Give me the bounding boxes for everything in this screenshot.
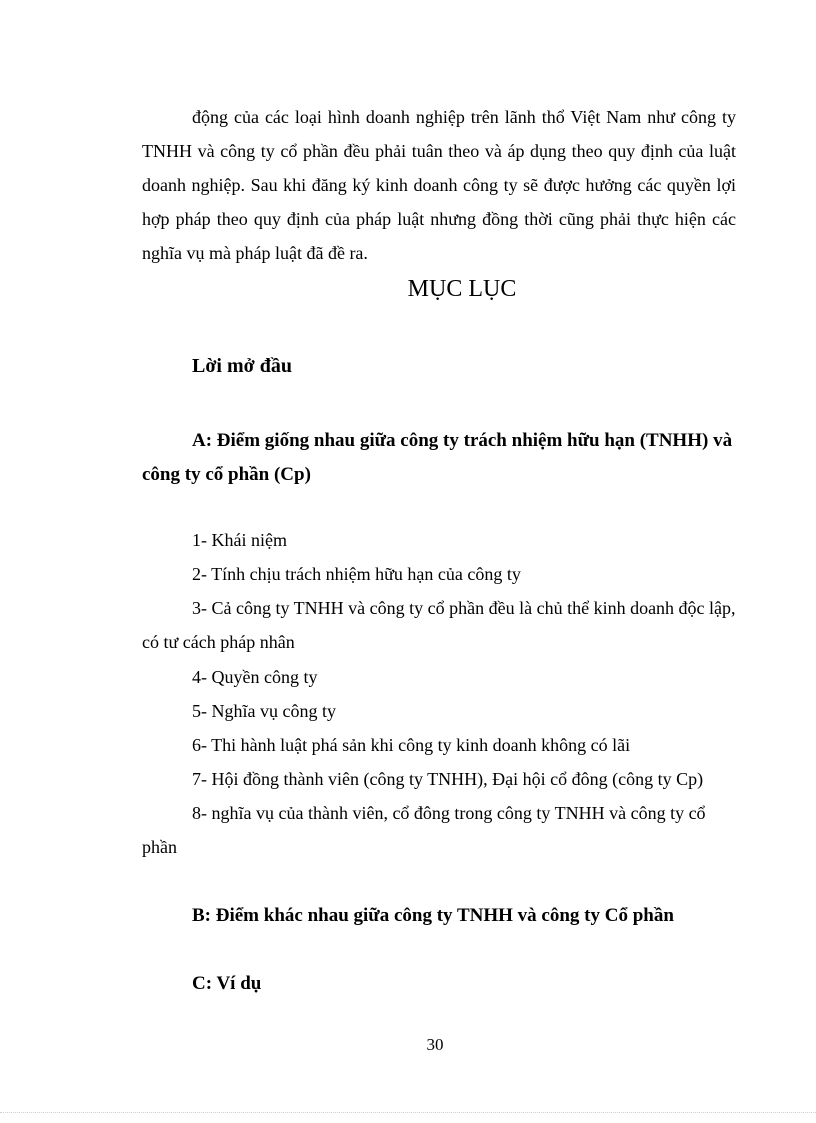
page-edge-divider (0, 1112, 816, 1113)
intro-paragraph (142, 100, 736, 270)
toc-item-4: 4- Quyền công ty (192, 667, 318, 687)
section-b-heading: B: Điểm khác nhau giữa công ty TNHH và công ty Cổ phần (192, 905, 674, 926)
section-c-heading: C: Ví dụ (192, 973, 262, 994)
toc-item-8: 8- nghĩa vụ của thành viên, cổ đông trong công ty TNHH và công ty cổ phần (142, 803, 706, 857)
toc-item-3: 3- Cả công ty TNHH và công ty cổ phần đều là chủ thể kinh doanh độc lập, có tư cách pháp nhân (142, 598, 736, 652)
toc-item-5: 5- Nghĩa vụ công ty (192, 701, 336, 721)
intro-text: động của các loại hình doanh nghiệp trên lãnh thổ Việt Nam như công ty TNHH và công ty cổ phần đều phải tuân theo và áp dụng theo quy định của luật doanh nghiệp. Sau khi đăng ký kinh doanh công ty sẽ được hưởng các quyền lợi hợp pháp theo quy định của pháp luật nhưng đồng thời cũng phải thực hiện các nghĩa vụ mà pháp luật đã đề ra. (142, 107, 736, 263)
section-a-heading: A: Điểm giống nhau giữa công ty trách nhiệm hữu hạn (TNHH) và công ty cổ phần (Cp) (142, 430, 733, 485)
toc-heading: MỤC LỤC (407, 276, 517, 302)
toc-item-2: 2- Tính chịu trách nhiệm hữu hạn của công ty (192, 564, 521, 584)
toc-item-1: 1- Khái niệm (192, 530, 287, 550)
preface-heading: Lời mở đầu (192, 355, 292, 377)
page-number: 30 (426, 1035, 444, 1054)
toc-item-7: 7- Hội đồng thành viên (công ty TNHH), Đại hội cổ đông (công ty Cp) (192, 769, 704, 789)
toc-item-6: 6- Thi hành luật phá sản khi công ty kinh doanh không có lãi (192, 735, 631, 755)
